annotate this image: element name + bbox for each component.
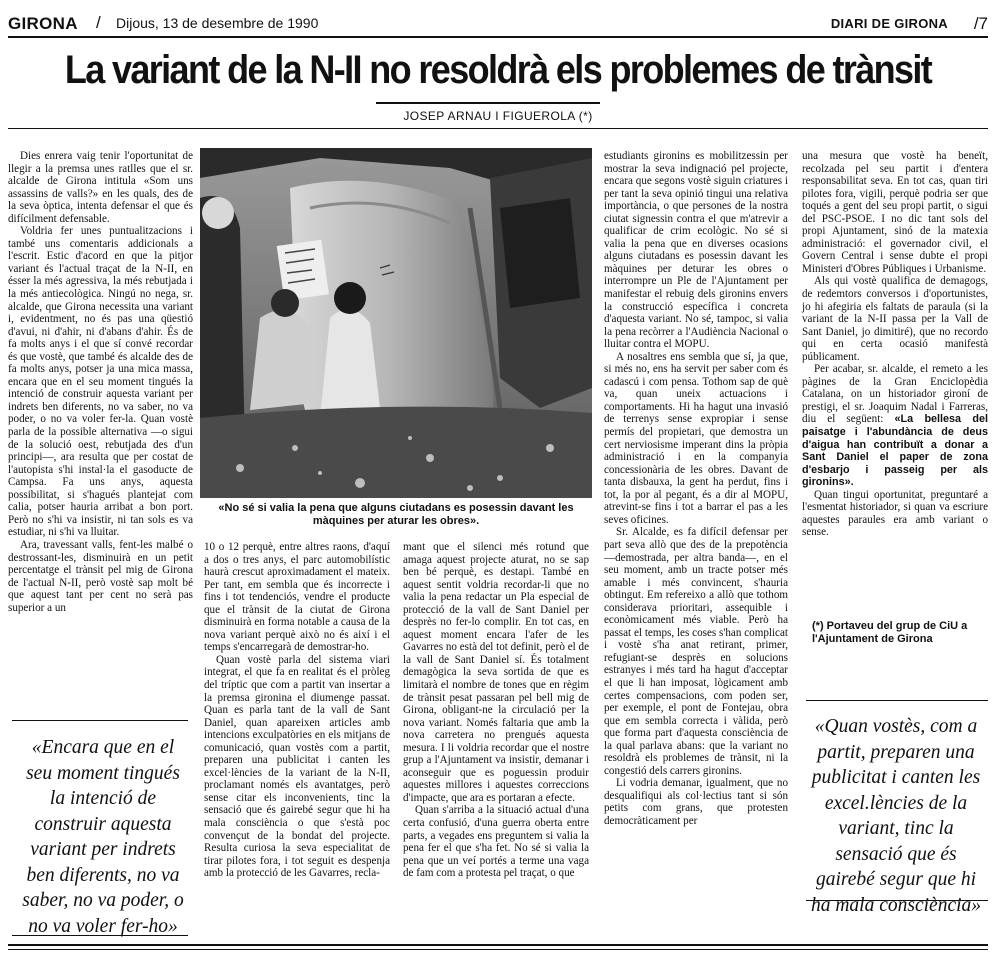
pull-quote-right: «Quan vostès, com a partit, preparen una publicitat i canten les excel.lències de la variant, tinc la sensació que és gairebé segur que hi ha mala consciència» <box>810 716 982 916</box>
paragraph: Als qui vostè qualifica de demagogs, de redemtors conversos i d'oportunistes, jo hi afegiria els faltats de paraula (si la variant de la N-II passa per la Vall de Sant Daniel, jo dimitiré), que no recordo qui en certa ocasió manifestà públicament. <box>802 275 988 363</box>
newspaper-name: DIARI DE GIRONA <box>830 16 948 31</box>
photo-illustration <box>200 148 592 498</box>
paragraph: Li vodria demanar, igualment, que no desqualifiqui als col·lectius tant si són petits com grans, que protesten democràticament per <box>604 777 788 827</box>
pull-quote-rule-bottom <box>806 900 988 901</box>
issue-date: Dijous, 13 de desembre de 1990 <box>116 15 319 31</box>
paragraph: Quan tingui oportunitat, preguntaré a l'esmentat historiador, si quan va escriure aquestes paraules era amb variant o sense. <box>802 488 988 539</box>
paragraph: mant que el silenci més rotund que amaga aquest projecte aturat, no se sap ben bé perquè, es destapi. També en aquest sentit voldria recordar-li que no valia la pena redactar un Pla especial de protecció de la vall de Sant Daniel per desprès no fer-lo complir. En tot cas, en aquest moment encara l'afer de les Gavarres no està del tot definit, però el de la vall de Sant Daniel sí. És totalment demagògica la seva sortida de que es limitarà el nombre de tones que en règim de trànsit pesat passaran pel bell mig de Girona, obligant-ne la circulació per la nova variant. Només faltaria que amb la nova carretera no prengués aquesta mesura. I li voldria recordar que el nostre grup a l'Ajuntament va insistir, demanar i aconseguir que es poguessin produir aquestes millores i aquestes correccions d'impacte, que ara es portaran a efecte. <box>403 541 589 804</box>
article-byline: JOSEP ARNAU I FIGUEROLA (*) <box>403 109 593 123</box>
paragraph-text: Per acabar, sr. alcalde, el remeto a les pàgines de la Gran Enciclopèdia Catalana, on un historiador gironí de prestigi, el sr. Joaquim Nadal i Farreras, diu el següent: <box>802 363 988 426</box>
article-column-1 <box>8 150 193 614</box>
author-note: (*) Portaveu del grup de CiU a l'Ajuntament de Girona <box>812 620 968 645</box>
pull-quote-rule-top <box>806 700 988 701</box>
paragraph: Dies enrera vaig tenir l'oportunitat de llegir a la premsa unes ratlles que el sr. alcalde de Girona intitula «Som uns assassins de valls?» en les quals, des de la seva òptica, intenta defensar el que és difícilment defensable. <box>8 150 193 225</box>
paragraph: Voldria fer unes puntualitzacions i també uns comentaris addicionals a l'escrit. Estic d'acord en que la pitjor variant és l'actual traçat de la N-II, en ésser la més agressiva, la més rebutjada i la més antiecològica. Ningú no nega, sr. alcalde, que Girona necessita una variant i, evidentment, no és pas una qüestió d'avui, ni d'ahir, ni d'abans d'ahir. És de fa molts anys i el que sí convé recordar és que vostè, que també és alcalde des de fa molts anys, potser ja una mica massa, encara que en el seu moment tingués la intenció de construir aquesta variant per indrets ben diferents, no va saber, no va poder, o no va voler fer-la. Quan vostè parla de la possible alternativa —o sigui de la solució oest, rebutjada des d'un principi—, ara resulta que per costat de l'autopista s'hi instal·la el gasoducte de Campsa. Fa uns anys, aquesta possibilitat, si s'hagués plantejat com calia, potser hauria arribat a bon port. Però no s'hi va insistir, ni tan sols es va estudiar, ni s'hi va lluitar. <box>8 225 193 539</box>
paragraph <box>802 363 988 488</box>
article-headline: La variant de la N-II no resoldrà els problemes de trànsit <box>64 48 932 92</box>
footer-rule-thin <box>8 949 988 950</box>
paragraph: Ara, travessant valls, fent-les malbé o destrossant-les, disminuirà en un petit percentatge el trànsit pel mig de Girona de l'actual N-II, però vostè sap molt bé que aquest tant per cent no serà pas superior a un <box>8 538 193 614</box>
quoted-citation: «La bellesa del paisatge i l'abundància de deus d'aigua han contribuït a donar a Sant Daniel el paper de zona d'esbarjo i passeig per als gironins». <box>802 413 988 489</box>
article-column-3 <box>403 541 589 880</box>
paragraph: A nosaltres ens sembla que sí, ja que, si més no, ens ha servit per saber com és cadascú i com pensa. Tothom sap de què va, quan uneix actuacions i comportaments. Hi ha hagut una invasió de terrenys sense expropiar i sense permís del propietari, que demostra un cert nerviosisme imperant dins la pròpia administració i en la companyia concessionària de les obres. Davant de tanta disbauxa, la gent ha perdut, fins i tot, la por al pegant, és a dir al MOPU, atrevint-se fins i tot a barrar el pas a les seves oficines. <box>604 350 788 526</box>
pull-quote-rule-top <box>12 720 188 721</box>
paragraph: Quan vostè parla del sistema viari integrat, el que fa en realitat és el pròleg del tríptic que com a partit van insertar a la premsa gironina el diumenge passat. Quan es parla tant de la vall de Sant Daniel, quan apareixen articles amb intencions exculpatòries en els mitjans de comunicació, quan vostès com a partit, preparen una publicitat i canten les excel·lències de la variant de la N-II, proclamant només els avantatges, però sense citar els inconvenients, tinc la sensació que és gairebé segur que hi ha mala consciència o que s'està poc convençut de la bondat del projecte. Resulta curiosa la seva especialitat de tirar pilotes fora, i tot seguit es despenja amb la protecció de les Gavarres, recla- <box>204 653 390 880</box>
paragraph: 10 o 12 perquè, entre altres raons, d'aquí a dos o tres anys, el parc automobilístic haurà crescut aproximadament el mateix. Per tant, em sembla que és incorrecte i fins i tot tendenciós, vendre el producte que el trànsit de la ciutat de Girona disminuirà en forma notable a causa de la nova variant perquè això no és així i el temps s'encarregarà de demostrar-ho. <box>204 541 390 654</box>
footer-rule <box>8 944 988 946</box>
photo-bulldozer-protest <box>200 148 592 498</box>
header-separator: / <box>96 13 101 32</box>
article-column-2 <box>204 541 390 880</box>
photo-caption: «No sé si valia la pena que alguns ciutadans es posessin davant les màquines per aturar les obres». <box>218 502 574 527</box>
article-column-4 <box>604 150 788 828</box>
paragraph: Sr. Alcalde, es fa difícil defensar per part seva allò que des de la prepotència —demostrada, per altra banda—, en el seu moment, amb un tracte potser més amable i més convincent, s'hauria obtingut. Em refereixo a allò que tothom considerava prioritari, assequible i econòmicament més viable. Però ha passat el temps, les coses s'han complicat i vostè s'ha anat retirant, primer, refugiant-se desprès en solucions estranyes i més tard ha hagut d'acceptar el que li han imposat, lògicament amb certes compensacions, com poden ser, per exemple, el pont de Fontejau, obra que em sembla correcta i vàlida, però que forma part d'aquesta consciència de la qual parlava abans: que la variant no resoldrà els problemes de trànsit, ni la congestió dels carrers gironins. <box>604 526 788 777</box>
page-number: /7 <box>973 14 988 33</box>
paragraph: una mesura que vostè ha beneït, recolzada pel seu partit i d'entera responsabilitat seva. En tot cas, quan tiri pilotes fora, vigili, perquè podria ser que toqués a gent del seu propi partit, o sigui del PSC-PSOE. I no dic tant sols del propi Ajuntament, sinó de la matexia administració: el governador civil, el Govern Central i sense dubte el propi Ministeri d'Obres Públiques i Urbanisme. <box>802 150 988 275</box>
paragraph: estudiants gironins es mobilitzessin per mostrar la seva indignació pel projecte, encara que segons vostè siguin criatures i per tant la seva opinió tingui una relativa importància, o que persones de la nostra ciutat signessin contra el que m'atrevir a qualificar de crim ecològic. No sé si valia la pena que en diverses ocasions alguns ciutadans es posessin davant les màquines per deturar les obres o interrompre un Ple de l'Ajuntament per manifestar el rebuig dels gironins envers la construcció específica i concreta d'aquesta variant. No sé, tampoc, si valia la pena recòrrer a l'Audiència Nacional o lluitar contra el MOPU. <box>604 150 788 351</box>
header-rule <box>8 36 988 38</box>
article-rule <box>8 128 988 129</box>
pull-quote-left: «Encara que en el seu moment tingués la intenció de construir aquesta variant per indrets ben diferents, no va saber, no va poder, o no va voler fer-ho» <box>22 737 184 937</box>
article-column-5 <box>802 150 988 539</box>
section-city: GIRONA <box>8 14 78 33</box>
pull-quote-rule-bottom <box>12 935 188 936</box>
page-header <box>8 14 988 36</box>
headline-rule <box>376 102 600 104</box>
paragraph: Quan s'arriba a la situació actual d'una certa confusió, d'una guerra oberta entre parts, a vegades ens preguntem si valia la pena fer el que s'ha fet. No sé si valia la pena que un veí portés a terme una vaga de fam com a protesta pel traçat, o que <box>403 804 589 880</box>
